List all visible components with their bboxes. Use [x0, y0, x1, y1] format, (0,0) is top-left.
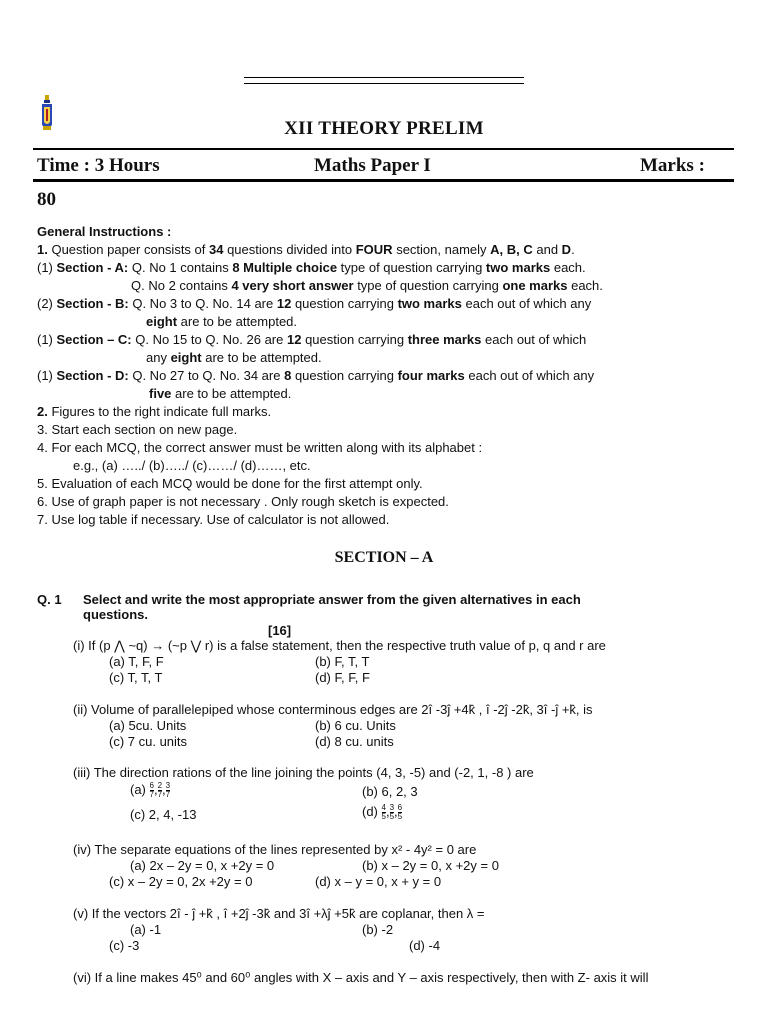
instruction-section-c-1: (1) Section – C: Q. No 15 to Q. No. 26 are 12 question carrying three marks each out of which	[37, 332, 587, 347]
instruction-section-b-2: eight are to be attempted.	[146, 314, 298, 329]
qv-option-b: (b) -2	[362, 922, 394, 937]
qv-option-a: (a) -1	[130, 922, 162, 937]
instruction-4-example: e.g., (a) …../ (b)…../ (c)……/ (d)……, etc.	[73, 458, 311, 473]
section-a-heading: SECTION – A	[334, 549, 434, 566]
instruction-section-d-1: (1) Section - D: Q. No 27 to Q. No. 34 are 8 question carrying four marks each out of which any	[37, 368, 595, 383]
q1-number: Q. 1	[37, 592, 62, 607]
header-top-rule	[33, 148, 734, 150]
qi-option-a: (a) T, F, F	[109, 654, 164, 669]
qiv-option-a: (a) 2x – 2y = 0, x +2y = 0	[130, 858, 275, 873]
q1-marks: [16]	[268, 623, 292, 638]
top-double-rule	[244, 77, 524, 84]
instruction-2: 2. Figures to the right indicate full marks.	[37, 404, 272, 419]
qi-option-b: (b) F, T, T	[315, 654, 370, 669]
instruction-section-b-1: (2) Section - B: Q. No 3 to Q. No. 14 are 12 question carrying two marks each out of which any	[37, 296, 592, 311]
qiii-option-a: (a) $\frac{6}{7}$ , $\frac{2}{7}$ , $\frac{3}{7}$	[130, 781, 171, 800]
header-bottom-rule	[33, 179, 734, 182]
qi-option-c: (c) T, T, T	[109, 670, 163, 685]
qiv-option-c: (c) x – 2y = 0, 2x +2y = 0	[109, 874, 253, 889]
paper-label: Maths Paper I	[314, 155, 431, 176]
qii-option-a: (a) 5cu. Units	[109, 718, 187, 733]
instruction-section-c-2: any eight are to be attempted.	[146, 350, 322, 365]
qii-option-d: (d) 8 cu. units	[315, 734, 394, 749]
qiii-option-d: (d) $\frac{4}{5}$ , $\frac{3}{5}$ , $\frac{6}{5}$	[362, 803, 403, 822]
page-title: XII THEORY PRELIM	[284, 118, 484, 139]
qii-option-c: (c) 7 cu. units	[109, 734, 188, 749]
qv-stem: (v) If the vectors 2î - ĵ +k̂ , î +2ĵ -3k̂ and 3î +λĵ +5k̂ are coplanar, then λ =	[73, 906, 485, 921]
q1-text-line1: Select and write the most appropriate answer from the given alternatives in each	[83, 592, 581, 607]
qiv-stem: (iv) The separate equations of the lines represented by x² - 4y² = 0 are	[73, 842, 477, 857]
qv-option-c: (c) -3	[109, 938, 140, 953]
qiii-stem: (iii) The direction rations of the line joining the points (4, 3, -5) and (-2, 1, -8 ) are	[73, 765, 534, 780]
instruction-1: 1. Question paper consists of 34 questions divided into FOUR section, namely A, B, C and D.	[37, 242, 575, 257]
instruction-4: 4. For each MCQ, the correct answer must be written along with its alphabet :	[37, 440, 483, 455]
qiv-option-d: (d) x – y = 0, x + y = 0	[315, 874, 442, 889]
instruction-section-d-2: five are to be attempted.	[149, 386, 292, 401]
q1-text-line2: questions.	[83, 607, 149, 622]
instruction-section-a-1: (1) Section - A: Q. No 1 contains 8 Multiple choice type of question carrying two marks each.	[37, 260, 586, 275]
qv-option-d: (d) -4	[409, 938, 441, 953]
qiv-option-b: (b) x – 2y = 0, x +2y = 0	[362, 858, 499, 873]
instruction-7: 7. Use log table if necessary. Use of calculator is not allowed.	[37, 512, 390, 527]
instruction-section-a-2: Q. No 2 contains 4 very short answer type of question carrying one marks each.	[131, 278, 603, 293]
qvi-stem: (vi) If a line makes 45⁰ and 60⁰ angles with X – axis and Y – axis respectively, then with Z- axis it will	[73, 970, 649, 985]
qiii-option-b: (b) 6, 2, 3	[362, 784, 418, 799]
qiii-option-c: (c) 2, 4, -13	[130, 807, 197, 822]
instructions-heading: General Instructions :	[37, 224, 172, 239]
time-label: Time : 3 Hours	[37, 155, 160, 176]
qii-option-b: (b) 6 cu. Units	[315, 718, 396, 733]
instruction-3: 3. Start each section on new page.	[37, 422, 238, 437]
qi-option-d: (d) F, F, F	[315, 670, 370, 685]
marks-label: Marks :	[640, 155, 705, 176]
marks-value: 80	[37, 189, 56, 210]
instruction-5: 5. Evaluation of each MCQ would be done for the first attempt only.	[37, 476, 423, 491]
qii-stem: (ii) Volume of parallelepiped whose conterminous edges are 2î -3ĵ +4k̂ , î -2ĵ -2k̂, 3î -ĵ +k̂, is	[73, 702, 593, 717]
qi-stem: (i) If (p ⋀ ~q) → (~p ⋁ r) is a false statement, then the respective truth value of p, q and r are	[73, 638, 606, 653]
instruction-6: 6. Use of graph paper is not necessary . Only rough sketch is expected.	[37, 494, 449, 509]
